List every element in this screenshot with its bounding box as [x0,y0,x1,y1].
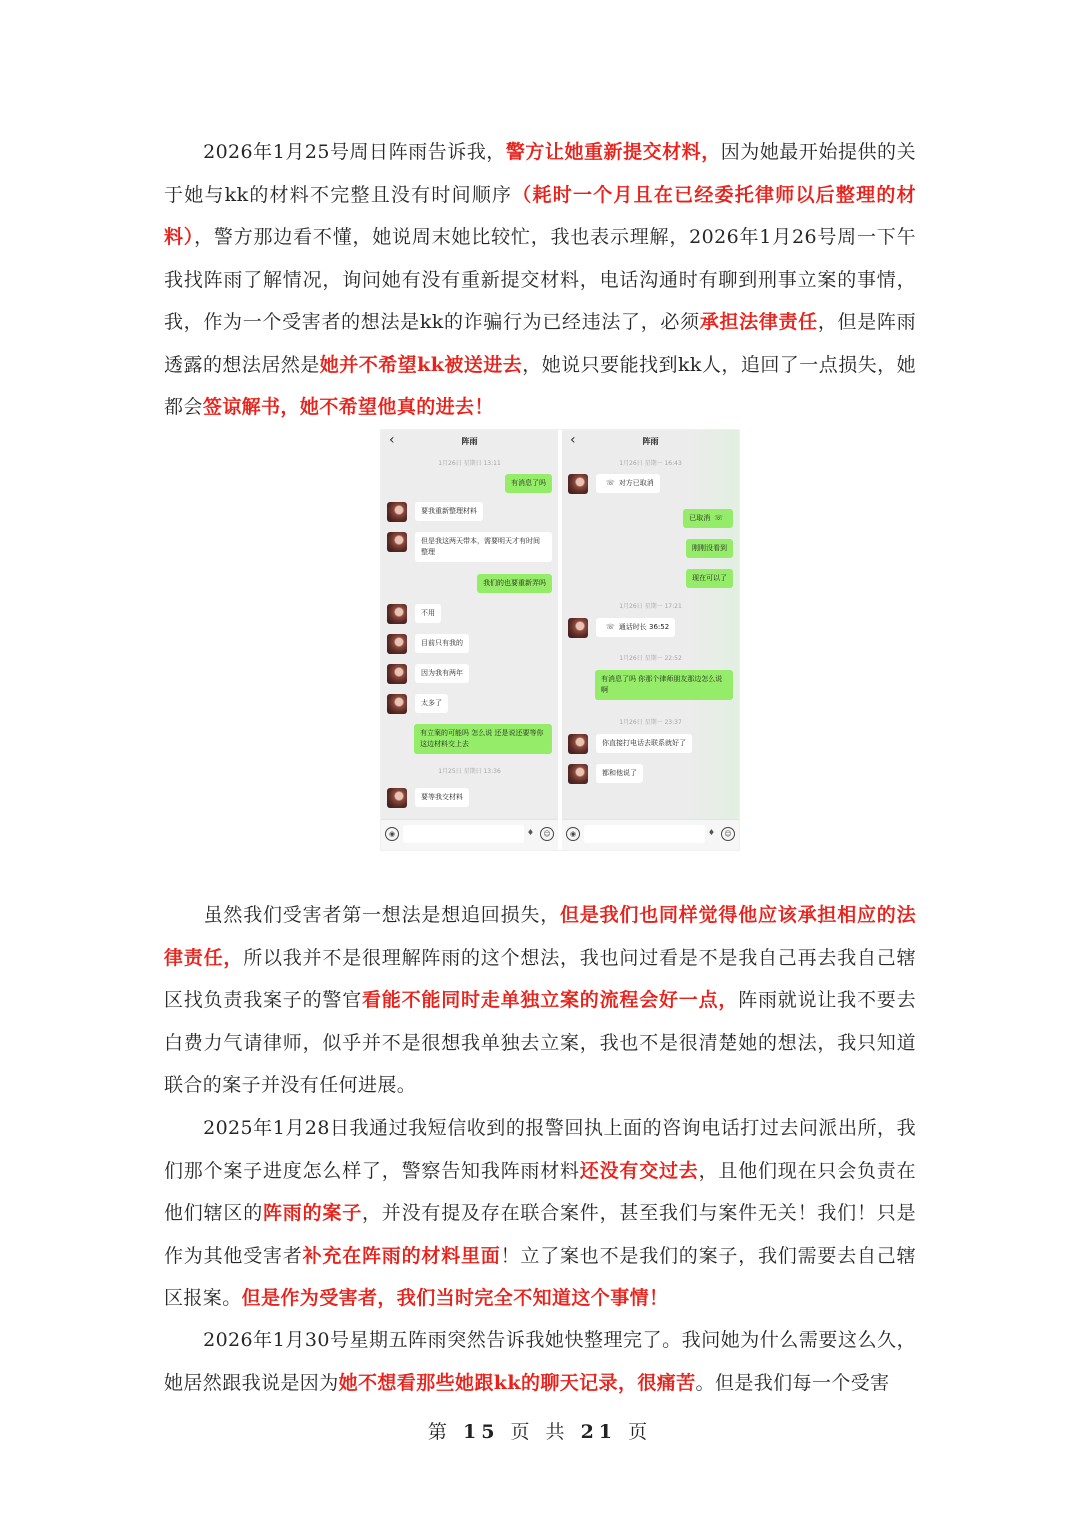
avatar[interactable] [387,788,407,808]
message-list [562,454,739,820]
chat-timestamp: 1月26日 星期日 13:11 [438,460,501,467]
avatar[interactable] [387,634,407,654]
body-text: 阵雨就说让我不要去白费力气请律师，似乎并不是很想我单独去立案，我也不是很清楚她的想法，我只知道联合的案子并没有任何进展。 [164,989,916,1096]
message-bubble[interactable] [686,539,733,558]
chat-screenshot-right [562,430,739,850]
highlighted-text: 阵雨的案子 [263,1202,362,1224]
chat-screenshot-left [381,430,558,850]
avatar[interactable] [387,532,407,552]
message-list [381,454,558,820]
avatar[interactable] [387,664,407,684]
message-row-sent [568,539,733,558]
chevron-left-icon[interactable]: ‹ [389,432,395,448]
message-row-received [568,618,733,638]
highlighted-text: 她并不希望kk被送进去 [319,353,523,376]
phone-icon: ☏ [606,623,615,631]
body-text: 。但是我们每一个受害 [695,1371,890,1394]
message-text: 目前只有我的 [421,639,463,647]
message-row-received [387,634,552,654]
message-row-received [387,604,552,624]
message-bubble[interactable] [596,764,643,783]
message-bubble[interactable] [414,724,552,754]
input-bar [562,819,739,850]
message-row-received [568,764,733,784]
highlighted-text: （耗时一个月且在已经委托律师以后整理的材料） [164,183,916,248]
body-text: ，警方那边看不懂，她说周末她比较忙，我也表示理解，2026年1月26号周一下午我找阵雨了解情况，询问她有没有重新提交材料，电话沟通时有聊到刑事立案的事情，我，作为一个受害者的想法是kk的诈骗行为已经违法了，必须 [164,226,916,333]
message-text: 要等我交材料 [421,793,463,801]
message-bubble[interactable] [595,670,733,700]
message-text: 刚刚没看到 [692,544,727,552]
chat-timestamp: 1月26日 星期一 23:37 [619,719,682,726]
message-bubble[interactable] [415,502,483,521]
call-record-bubble[interactable] [683,509,733,528]
message-bubble[interactable] [415,532,552,562]
message-text: 已取消 [689,514,711,522]
page-footer [0,1417,1080,1444]
message-bubble[interactable] [415,604,441,623]
footer-suffix: 页 [628,1421,653,1443]
message-row-received [387,532,552,562]
footer-middle: 页 共 [510,1421,570,1443]
message-row-received [387,502,552,522]
message-text: 但是我这两天带本，需要明天才有时间整理 [421,537,540,556]
message-row-sent [568,569,733,588]
message-bubble[interactable] [505,474,552,493]
message-text: 现在可以了 [692,574,727,582]
body-text: 因为她最开始提供的关于她与kk的材料不完整且没有时间顺序 [164,141,916,206]
message-row-sent [387,474,552,493]
message-text: 要我重新整理材料 [421,507,477,515]
footer-prefix: 第 [427,1421,452,1443]
message-bubble[interactable] [415,664,469,683]
highlighted-text: 但是作为受害者，我们当时完全不知道这个事情！ [241,1287,669,1309]
message-text: 有消息了吗 你那个律师朋友那边怎么说啊 [601,675,723,694]
emoji-icon[interactable]: ☺ [540,827,554,841]
body-text: 2026年1月25号周日阵雨告诉我， [164,141,506,163]
message-bubble[interactable] [415,788,469,807]
message-text: 我们的也要重新弄吗 [483,579,546,587]
message-text: 对方已取消 [618,479,654,487]
message-bubble[interactable] [596,734,692,753]
highlighted-text: 警方让她重新提交材料， [505,141,721,163]
message-bubble[interactable] [686,569,733,588]
call-record-bubble[interactable] [596,618,675,637]
body-text: ，且他们现在只会负责在他们辖区的 [164,1159,917,1224]
chat-header [381,430,558,454]
chat-timestamp: 1月25日 星期日 13:36 [438,768,501,775]
avatar[interactable] [568,618,588,638]
call-record-bubble[interactable] [596,474,660,493]
message-text: 因为我有两年 [421,669,463,677]
chat-screenshots [381,430,739,850]
message-bubble[interactable] [415,634,469,653]
avatar[interactable] [387,694,407,714]
highlighted-text: 承担法律责任 [699,311,818,333]
avatar[interactable] [568,474,588,494]
avatar[interactable] [568,764,588,784]
message-bubble[interactable] [415,694,448,713]
chat-timestamp: 1月26日 星期一 16:43 [619,460,682,467]
paragraph-4 [164,1319,916,1404]
voice-icon[interactable]: ◉ [385,827,399,841]
message-row-sent [387,724,552,754]
message-text: 通话时长 36:52 [618,623,670,631]
body-text: 所以我并不是很理解阵雨的这个想法，我也问过看是不是我自己再去我自己辖区找负责我案子的警官 [164,946,916,1011]
input-bar [381,819,558,850]
page-number: 15 [462,1421,500,1443]
chat-title: 阵雨 [461,437,478,446]
phone-icon: ☏ [714,514,723,522]
chevron-left-icon[interactable]: ‹ [570,432,576,448]
avatar[interactable] [568,734,588,754]
paragraph-2 [164,894,916,1107]
highlighted-text: 补充在阵雨的材料里面 [302,1244,501,1267]
body-text: 2025年1月28日我通过我短信收到的报警回执上面的咨询电话打过去问派出所，我们那个案子进度怎么样了，警察告知我阵雨材料 [164,1117,916,1182]
body-text: ，并没有提及存在联合案件，甚至我们与案件无关！我们！只是作为其他受害者 [164,1202,916,1267]
highlighted-text: 看能不能同时走单独立案的流程会好一点， [362,989,739,1011]
highlighted-text: 她不想看那些她跟kk的聊天记录，很痛苦 [338,1371,696,1394]
message-input[interactable] [403,825,524,843]
message-row-received [568,474,733,494]
message-row-received [387,664,552,684]
message-row-received [387,694,552,714]
paragraph-1 [164,131,916,429]
message-bubble[interactable] [477,574,552,593]
voice-icon[interactable]: ◉ [566,827,580,841]
avatar[interactable] [387,502,407,522]
mic-icon[interactable]: ♦ [707,828,715,837]
message-text: 太多了 [421,699,442,707]
body-text: 虽然我们受害者第一想法是想追回损失， [164,904,560,926]
body-text: ，她说只要能找到kk人，追回了一点损失，她都会 [164,353,917,418]
page-total: 21 [580,1421,618,1443]
message-row-received [568,734,733,754]
body-text: ，但是阵雨透露的想法居然是 [164,311,916,376]
message-text: 不用 [421,609,435,617]
highlighted-text: 签谅解书，她不希望他真的进去！ [202,396,494,418]
body-text: 2026年1月30号星期五阵雨突然告诉我她快整理完了。我问她为什么需要这么久，她居然跟我说是因为 [164,1329,916,1394]
message-input[interactable] [584,825,705,843]
emoji-icon[interactable]: ☺ [721,827,735,841]
message-row-received [387,788,552,808]
highlighted-text: 但是我们也同样觉得他应该承担相应的法律责任， [164,904,916,969]
avatar[interactable] [387,604,407,624]
chat-timestamp: 1月26日 星期一 17:21 [619,603,682,610]
phone-icon: ☏ [606,479,615,487]
mic-icon[interactable]: ♦ [526,828,534,837]
message-row-sent [568,509,733,528]
chat-header [562,430,739,454]
highlighted-text: 还没有交过去 [579,1159,699,1182]
body-text: ！立了案也不是我们的案子，我们需要去自己辖区报案。 [164,1244,916,1309]
chat-title: 阵雨 [642,437,659,446]
message-row-sent [387,574,552,593]
message-text: 你直接打电话去联系就好了 [602,739,686,747]
message-text: 有立案的可能吗 怎么说 还是说还要等你这边材料交上去 [420,729,544,748]
chat-timestamp: 1月26日 星期一 22:52 [619,655,682,662]
message-row-sent [568,670,733,700]
paragraph-3 [164,1107,916,1320]
message-text: 有消息了吗 [511,479,546,487]
message-text: 都和他说了 [602,769,637,777]
